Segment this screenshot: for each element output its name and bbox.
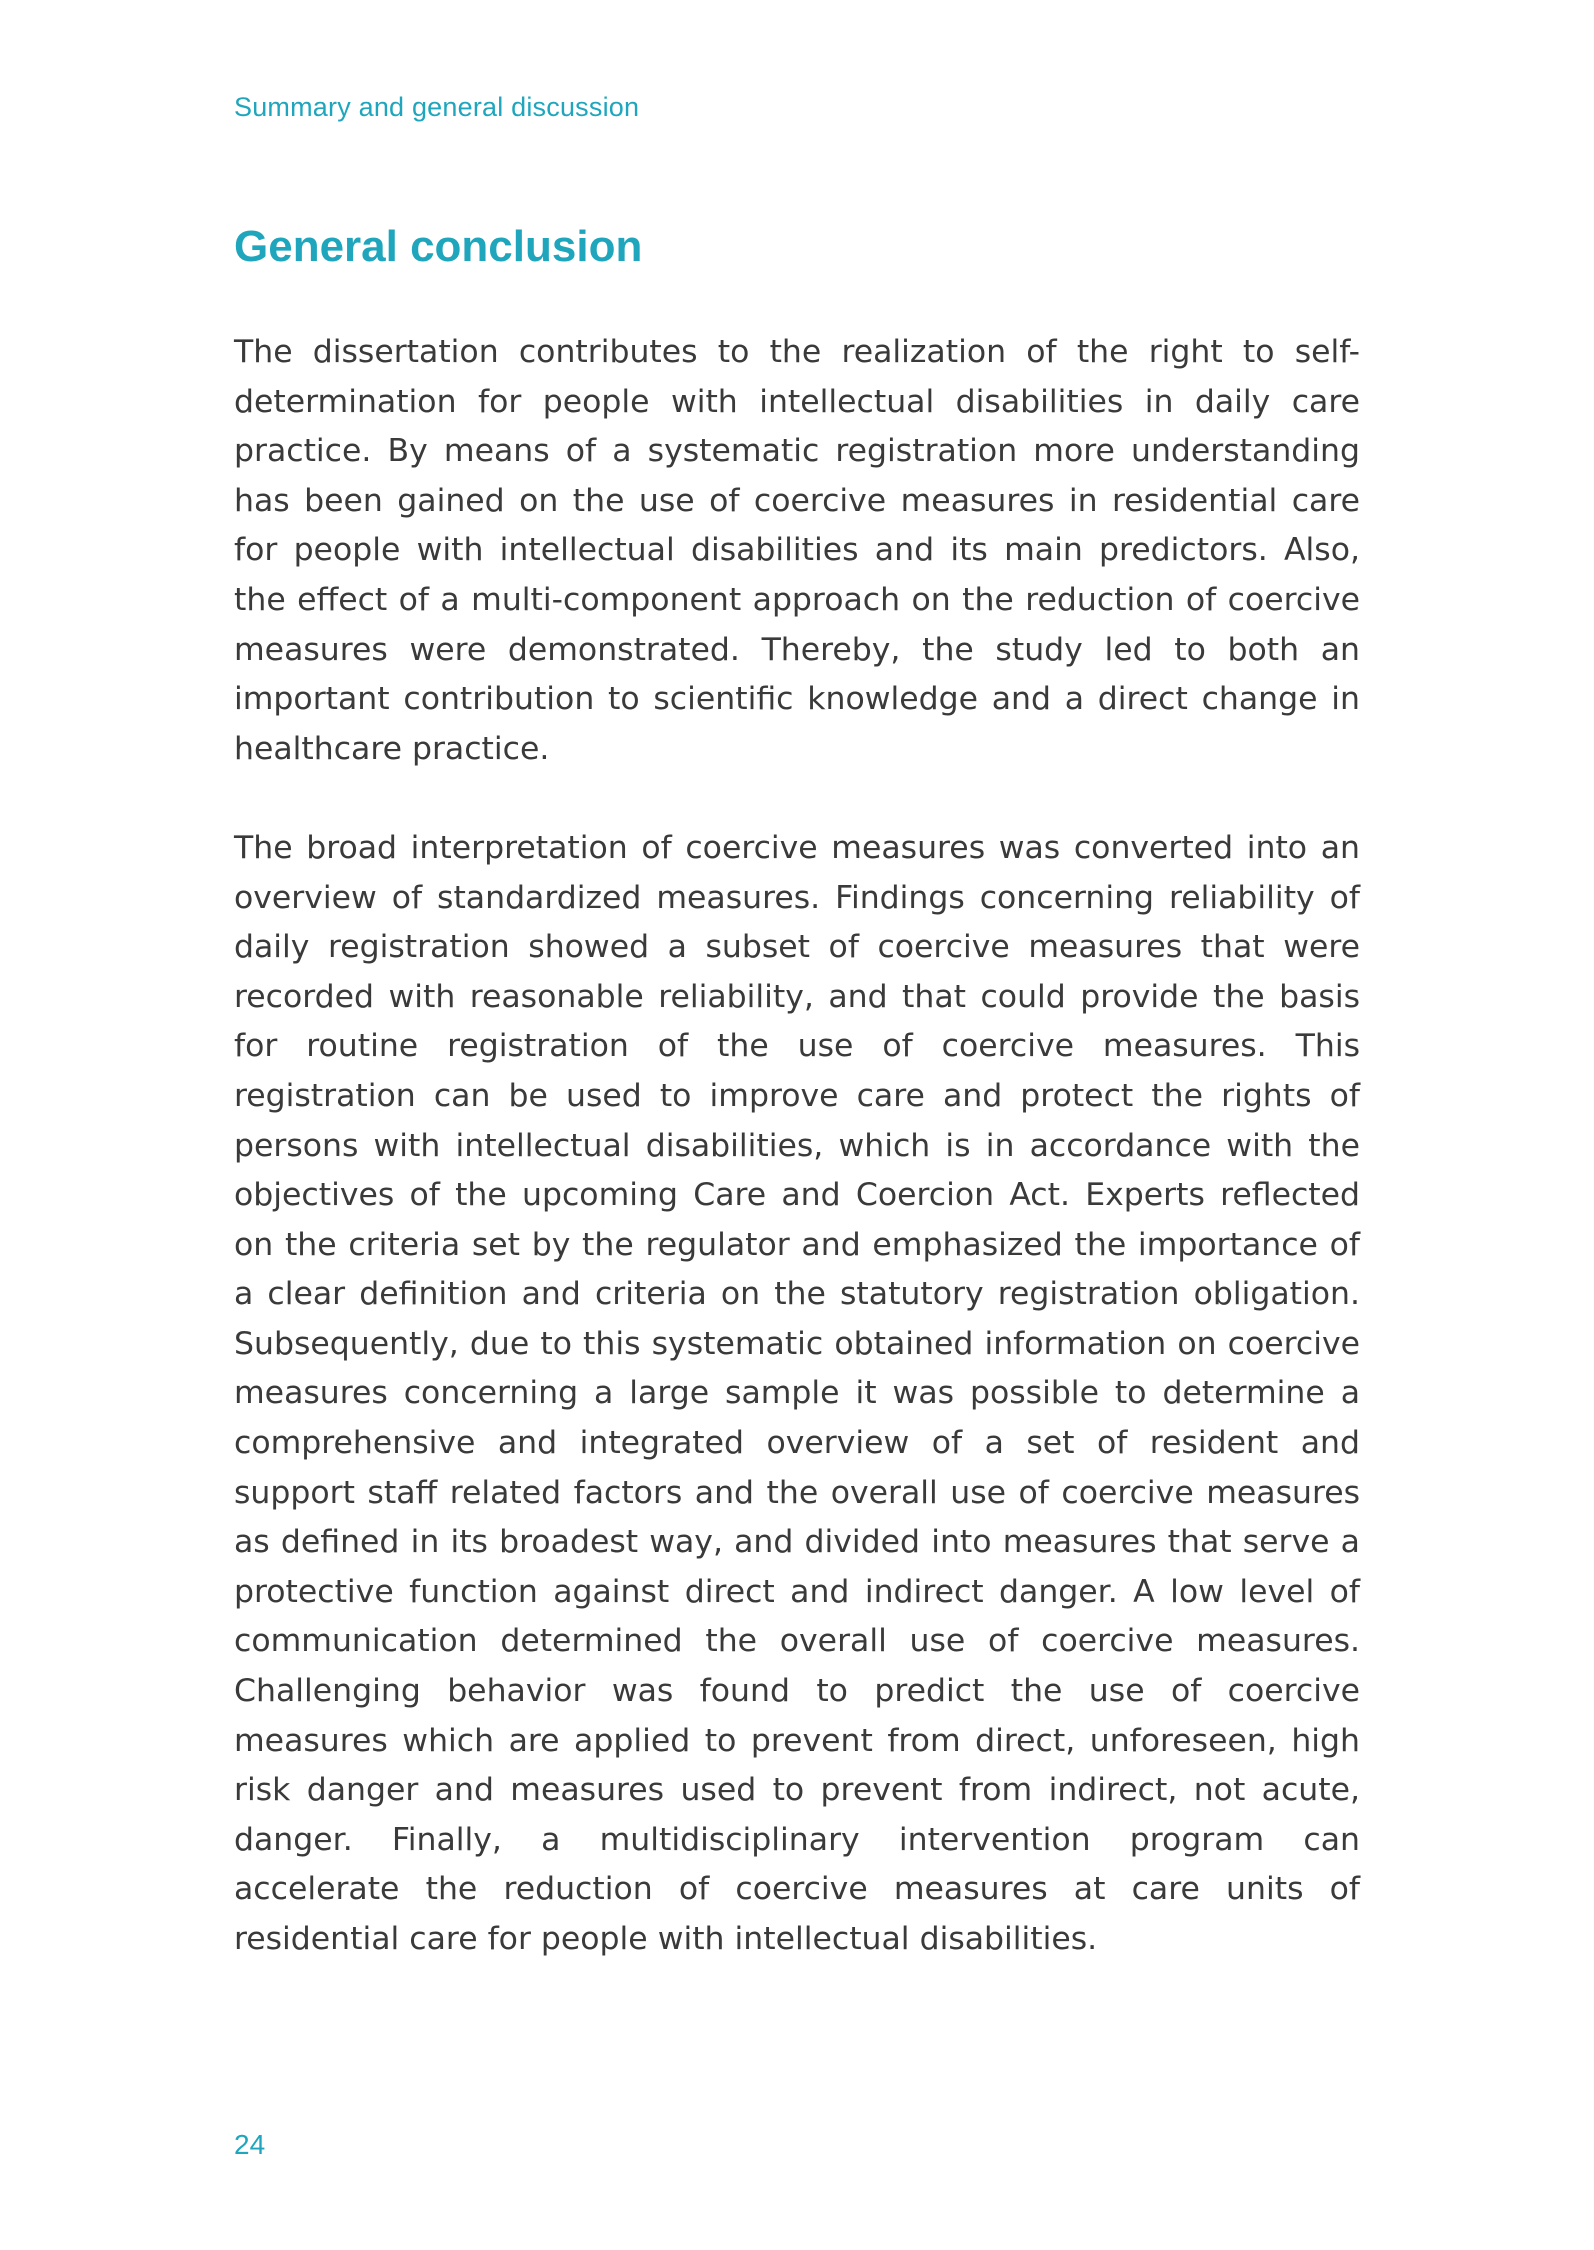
body-text	[234, 328, 1360, 2014]
running-header: Summary and general discussion	[234, 92, 640, 122]
section-title: General conclusion	[234, 222, 643, 271]
paragraph-1: The dissertation contributes to the realization of the right to self-determination for people with intellectual disabilities in daily care practice. By means of a systematic registration more understanding has been gained on the use of coercive measures in residential care for people with intellectual disabilities and its main predictors. Also, the effect of a multi-component approach on the reduction of coercive measures were demonstrated. Thereby, the study led to both an important contribution to scientific knowledge and a direct change in healthcare practice.	[234, 334, 1360, 767]
page-number: 24	[234, 2129, 266, 2160]
paragraph-2: The broad interpretation of coercive measures was converted into an overview of standardized measures. Findings concerning reliability of daily registration showed a subset of coercive measures that were recorded with reasonable reliability, and that could provide the basis for routine registration of the use of coercive measures. This registration can be used to improve care and protect the rights of persons with intellectual disabilities, which is in accordance with the objectives of the upcoming Care and Coercion Act. Experts reflected on the criteria set by the regulator and emphasized the importance of a clear definition and criteria on the statutory registration obligation. Subsequently, due to this systematic obtained information on coercive measures concerning a large sample it was possible to determine a comprehensive and integrated overview of a set of resident and support staff related factors and the overall use of coercive measures as defined in its broadest way, and divided into measures that serve a protective function against direct and indirect danger. A low level of communication determined the overall use of coercive measures. Challenging behavior was found to predict the use of coercive measures which are applied to prevent from direct, unforeseen, high risk danger and measures used to prevent from indirect, not acute, danger. Finally, a multidisciplinary intervention program can accelerate the reduction of coercive measures at care units of residential care for people with intellectual disabilities.	[234, 829, 1360, 1957]
